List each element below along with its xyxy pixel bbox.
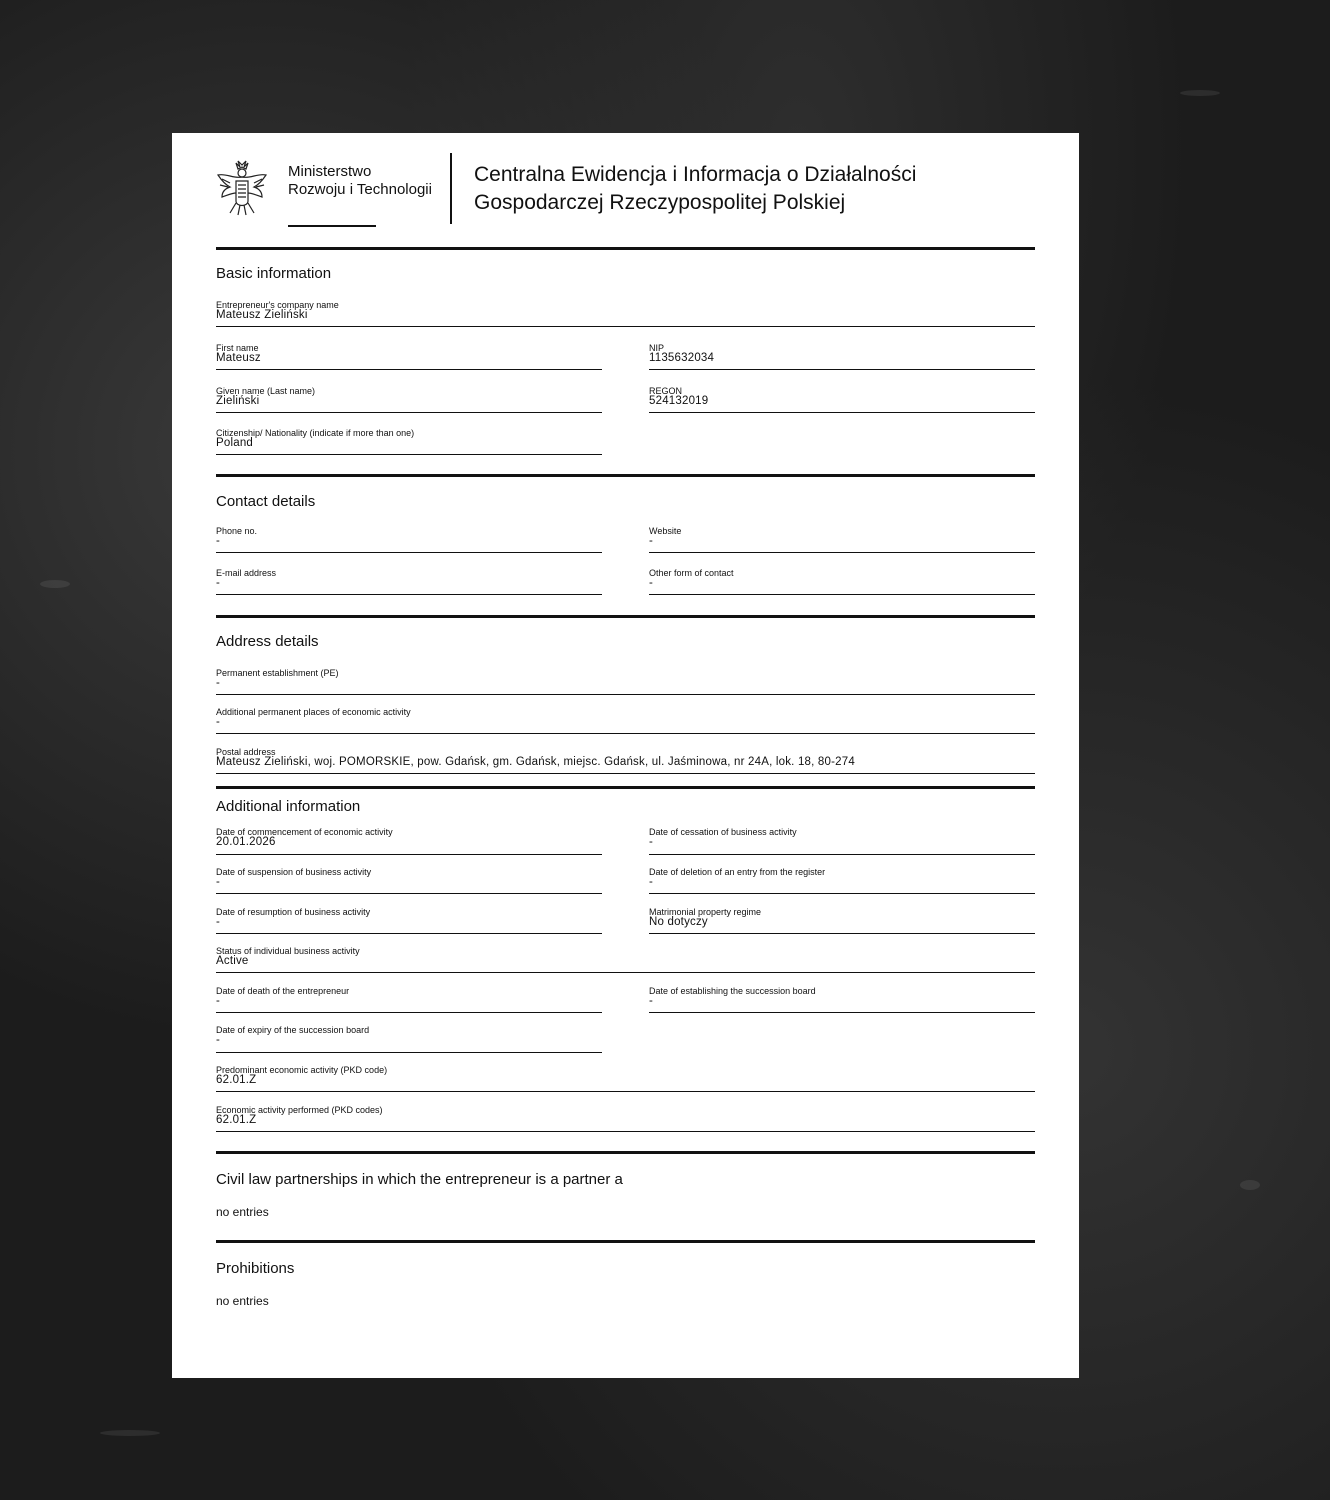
field-label: E-mail address [216,568,277,578]
field-label: NIP [649,343,665,353]
field-additional-places [216,707,1035,734]
field-postal-address [216,747,1035,774]
field-value: Active [216,955,249,967]
field-value: 62.01.Z [216,1114,257,1126]
section-divider [216,615,1035,618]
partnerships-value: no entries [216,1205,269,1219]
field-permanent-establishment [216,668,1035,695]
field-label: Date of expiry of the succession board [216,1025,370,1035]
field-label: Date of establishing the succession board [649,986,816,996]
field-other-contact [649,568,1035,595]
field-value: - [649,577,654,589]
field-succession-expiry-date [216,1025,602,1053]
field-value: - [649,995,654,1007]
ministry-name-line1: Ministerstwo [288,163,372,180]
field-value: - [216,577,221,589]
field-label: Date of suspension of business activity [216,867,372,877]
field-first-name [216,343,602,370]
document-title [474,161,916,217]
field-regon [649,386,1035,413]
section-divider [216,786,1035,789]
ministry-name-line2: Rozwoju i Technologii [288,181,432,198]
field-value: - [216,916,221,928]
section-title-additional: Additional information [216,798,361,815]
field-last-name [216,386,602,413]
field-label: Postal address [216,747,276,757]
field-label: Website [649,526,682,536]
document-page [172,133,1079,1378]
field-value: 1135632034 [649,352,715,364]
field-value: - [649,876,654,888]
header-divider [450,153,452,224]
field-value: - [216,716,221,728]
field-label: Phone no. [216,526,258,536]
field-email [216,568,602,595]
field-value: 20.01.2026 [216,836,276,848]
field-value: - [216,677,221,689]
field-value: - [649,836,654,848]
field-citizenship [216,428,602,455]
field-value: - [216,1034,221,1046]
field-activity-status [216,946,1035,973]
field-label: First name [216,343,259,353]
section-title-partnerships: Civil law partnerships in which the entrepreneur is a partner a [216,1171,623,1188]
field-value: - [649,535,654,547]
field-website [649,526,1035,553]
field-resumption-date [216,907,602,934]
ministry-underline [288,225,376,227]
background-texture [40,580,70,588]
field-value: No dotyczy [649,916,708,928]
field-value: 524132019 [649,395,709,407]
field-label: Date of resumption of business activity [216,907,371,917]
field-label: Additional permanent places of economic activity [216,707,411,717]
field-label: REGON [649,386,683,396]
field-label: Date of death of the entrepreneur [216,986,350,996]
field-label: Status of individual business activity [216,946,360,956]
section-title-prohibitions: Prohibitions [216,1260,295,1277]
field-value: Mateusz Zieliński, woj. POMORSKIE, pow. Gdańsk, gm. Gdańsk, miejsc. Gdańsk, ul. Jaśminowa, nr 24A, lok. 18, 80-274 [216,756,855,768]
field-phone [216,526,602,553]
field-value: Zieliński [216,395,260,407]
field-value: Mateusz [216,352,261,364]
background-texture [100,1430,160,1436]
field-value: Poland [216,437,254,449]
field-succession-established-date [649,986,1035,1013]
section-title-contact: Contact details [216,493,316,510]
document-header [216,153,1036,243]
polish-eagle-emblem-icon [216,159,268,217]
field-value: 62.01.Z [216,1074,257,1086]
section-divider [216,247,1035,250]
field-label: Predominant economic activity (PKD code) [216,1065,388,1075]
field-label: Date of cessation of business activity [649,827,797,837]
field-label: Other form of contact [649,568,734,578]
field-value: - [216,995,221,1007]
section-divider [216,1240,1035,1243]
field-label: Permanent establishment (PE) [216,668,339,678]
field-label: Given name (Last name) [216,386,316,396]
field-label: Entrepreneur's company name [216,300,339,310]
field-commencement-date [216,827,602,855]
field-label: Citizenship/ Nationality (indicate if more than one) [216,428,415,438]
background-texture [1180,90,1220,96]
ministry-name [288,163,432,199]
section-divider [216,474,1035,477]
field-death-date [216,986,602,1013]
prohibitions-value: no entries [216,1294,269,1308]
field-cessation-date [649,827,1035,855]
field-value: - [216,876,221,888]
field-value: - [216,535,221,547]
field-label: Economic activity performed (PKD codes) [216,1105,383,1115]
document-title-line2: Gospodarczej Rzeczypospolitej Polskiej [474,191,846,214]
field-label: Date of commencement of economic activity [216,827,393,837]
field-company-name [216,300,1035,327]
field-pkd-predominant [216,1065,1035,1092]
field-value: Mateusz Zieliński [216,309,308,321]
field-nip [649,343,1035,370]
section-title-address: Address details [216,633,319,650]
section-title-basic: Basic information [216,265,332,282]
field-pkd-performed [216,1105,1035,1132]
field-label: Date of deletion of an entry from the register [649,867,826,877]
background-texture [1240,1180,1260,1190]
document-title-line1: Centralna Ewidencja i Informacja o Działalności [474,163,917,186]
field-suspension-date [216,867,602,894]
field-deletion-date [649,867,1035,894]
field-matrimonial-regime [649,907,1035,934]
section-divider [216,1151,1035,1154]
field-label: Matrimonial property regime [649,907,762,917]
